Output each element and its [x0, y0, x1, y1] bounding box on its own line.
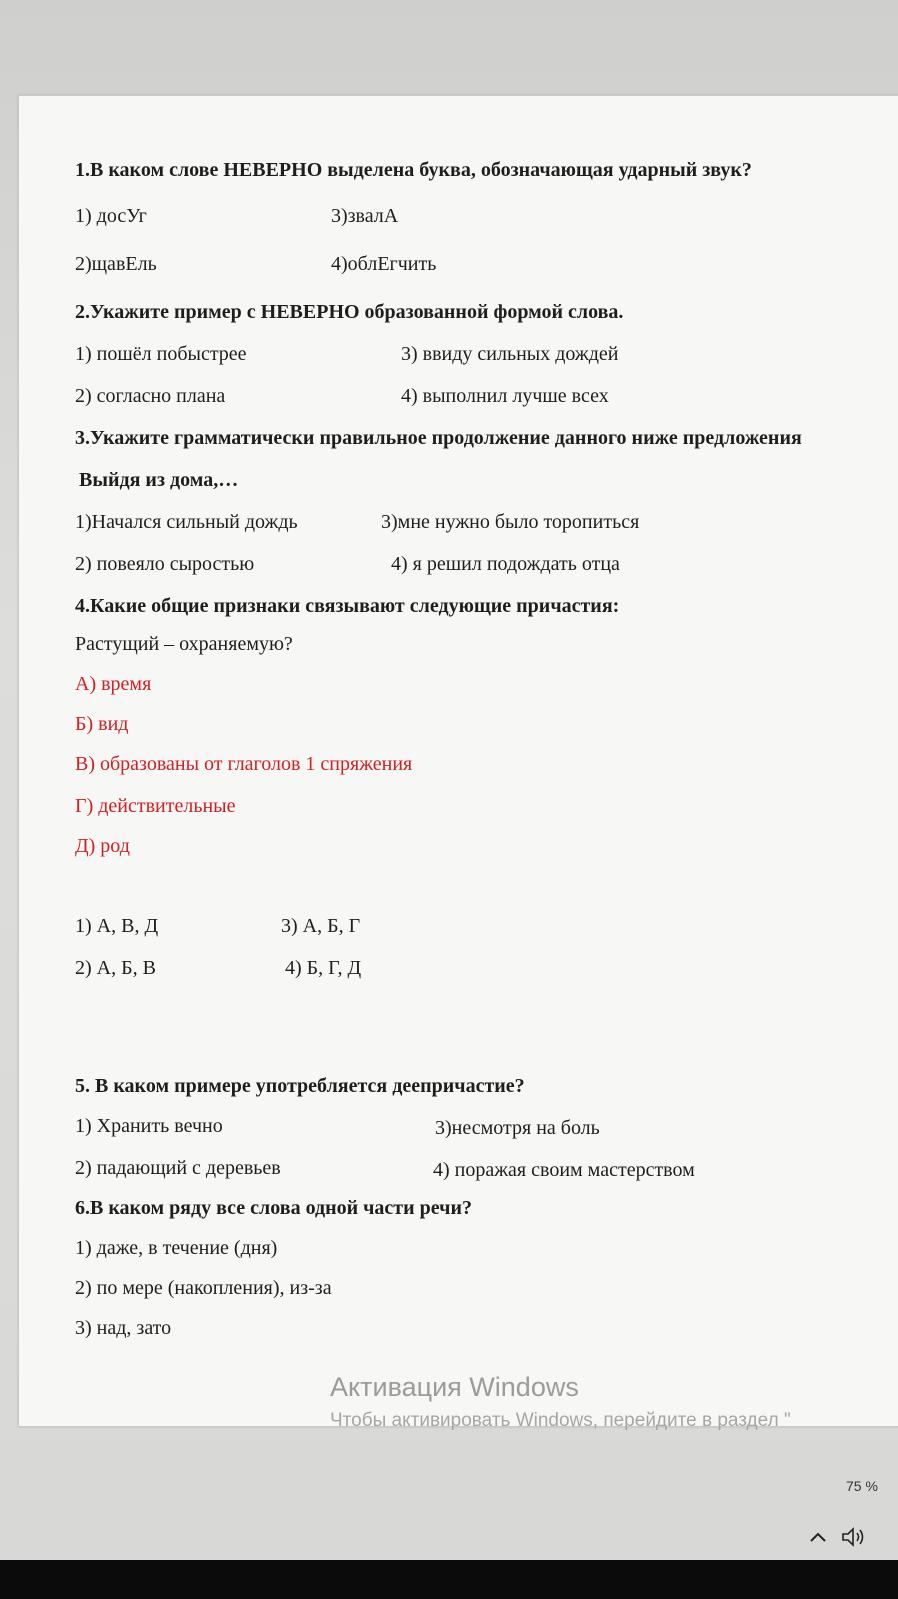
- q4-option-3: 3) А, Б, Г: [281, 915, 361, 937]
- q4-option-4: 4) Б, Г, Д: [285, 957, 362, 979]
- q4-option-1: 1) А, В, Д: [75, 915, 159, 937]
- activation-watermark-title: Активация Windows: [330, 1372, 579, 1402]
- q4-words: Растущий – охраняемую?: [75, 633, 293, 655]
- q2-option-1: 1) пошёл побыстрее: [75, 343, 247, 365]
- q5-option-1: 1) Хранить вечно: [75, 1115, 223, 1137]
- q1-option-2: 2)щавЕль: [75, 253, 157, 275]
- q1-option-1: 1) досУг: [75, 205, 147, 227]
- q2-option-4: 4) выполнил лучше всех: [401, 385, 609, 407]
- q6-option-3: 3) над, зато: [75, 1317, 172, 1339]
- q5-option-3: 3)несмотря на боль: [435, 1117, 600, 1139]
- q2-option-2: 2) согласно плана: [75, 385, 226, 407]
- q4-feature-v: В) образованы от глаголов 1 спряжения: [75, 753, 413, 775]
- question-4-title: 4.Какие общие признаки связывают следующие причастия:: [75, 595, 620, 617]
- q3-option-4: 4) я решил подождать отца: [391, 553, 620, 575]
- q1-option-4: 4)облЕгчить: [331, 253, 437, 275]
- document-page: [18, 95, 898, 1427]
- q3-option-2: 2) повеяло сыростью: [75, 553, 255, 575]
- zoom-level[interactable]: 75 %: [846, 1478, 878, 1494]
- q5-option-4: 4) поражая своим мастерством: [433, 1159, 695, 1181]
- q4-feature-b: Б) вид: [75, 713, 129, 735]
- q3-prompt: Выйдя из дома,…: [79, 469, 239, 491]
- q2-option-3: 3) ввиду сильных дождей: [401, 343, 619, 365]
- q5-option-2: 2) падающий с деревьев: [75, 1157, 281, 1179]
- question-1-title: 1.В каком слове НЕВЕРНО выделена буква, обозначающая ударный звук?: [75, 159, 752, 181]
- activation-watermark-subtitle: Чтобы активировать Windows, перейдите в раздел ": [330, 1410, 791, 1431]
- q6-option-1: 1) даже, в течение (дня): [75, 1237, 278, 1259]
- question-6-title: 6.В каком ряду все слова одной части речи?: [75, 1197, 472, 1219]
- speaker-icon[interactable]: [840, 1525, 870, 1549]
- q3-option-3: 3)мне нужно было торопиться: [381, 511, 640, 533]
- q4-option-2: 2) А, Б, В: [75, 957, 156, 979]
- q4-feature-a: А) время: [75, 673, 152, 695]
- chevron-up-icon[interactable]: [808, 1525, 828, 1549]
- monitor-bezel: [0, 1560, 898, 1599]
- q6-option-2: 2) по мере (накопления), из-за: [75, 1277, 332, 1299]
- question-2-title: 2.Укажите пример с НЕВЕРНО образованной формой слова.: [75, 301, 624, 323]
- question-3-title: 3.Укажите грамматически правильное продолжение данного ниже предложения: [75, 427, 802, 449]
- q3-option-1: 1)Начался сильный дождь: [75, 511, 298, 533]
- question-5-title: 5. В каком примере употребляется деепричастие?: [75, 1075, 525, 1097]
- q4-feature-g: Г) действительные: [75, 795, 236, 817]
- q1-option-3: 3)звалА: [331, 205, 399, 227]
- q4-feature-d: Д) род: [75, 835, 130, 857]
